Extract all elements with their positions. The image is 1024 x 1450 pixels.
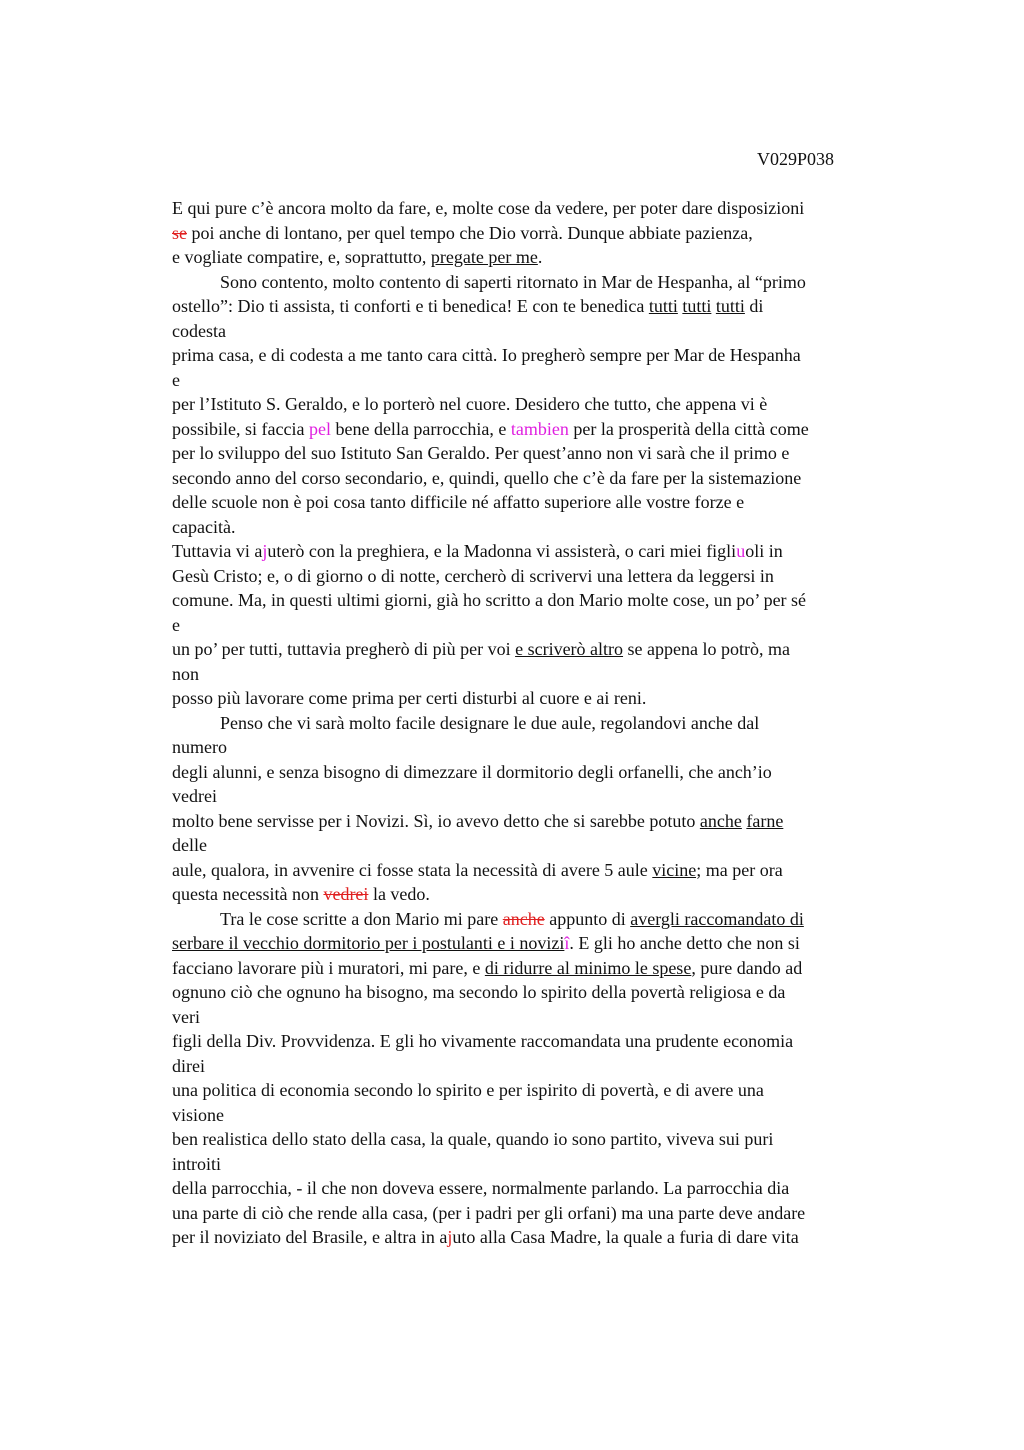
- text-segment: ostello”: Dio ti assista, ti conforti e ti benedica! E con te benedica: [172, 296, 649, 316]
- highlighted-text: î: [564, 933, 570, 953]
- text-line: [172, 735, 912, 760]
- text-line: [172, 319, 912, 344]
- text-line: [172, 662, 912, 687]
- text-segment: ben realistica dello stato della casa, la quale, quando io sono partito, viveva sui puri: [172, 1129, 774, 1149]
- text-line: [172, 1176, 912, 1201]
- underlined-text: vicine;: [652, 859, 702, 880]
- text-segment: se appena lo potrò, ma: [623, 639, 790, 659]
- text-line: [172, 809, 912, 834]
- text-line: [172, 539, 912, 564]
- text-line: [172, 760, 912, 785]
- text-line: [172, 515, 912, 540]
- text-line: [172, 956, 912, 981]
- text-line: [172, 907, 912, 932]
- text-line: [172, 931, 912, 956]
- text-segment: una politica di economia secondo lo spirito e per ispirito di povertà, e di avere una: [172, 1080, 764, 1100]
- text-segment: secondo anno del corso secondario, e, quindi, quello che c’è da fare per la sistemazione: [172, 467, 802, 488]
- text-segment: possibile, si faccia: [172, 418, 309, 439]
- text-segment: direi: [172, 1055, 205, 1076]
- text-segment: Tra le cose scritte a don Mario mi pare: [220, 908, 503, 929]
- text-segment: per lo sviluppo del suo Istituto San Geraldo. Per quest’anno non vi sarà che il primo e: [172, 443, 790, 463]
- text-line: [172, 858, 912, 883]
- text-line: [172, 833, 912, 858]
- underlined-text: farne: [746, 810, 784, 831]
- text-segment: codesta: [172, 320, 226, 341]
- highlighted-text: u: [736, 541, 746, 561]
- text-line: [172, 294, 912, 319]
- text-segment: figli della Div. Provvidenza. E gli ho vivamente raccomandata una prudente economia: [172, 1031, 794, 1051]
- struck-text: vedrei: [323, 884, 369, 904]
- text-segment: Penso che vi sarà molto facile designare le due aule, regolandovi anche dal: [220, 712, 760, 733]
- text-line: [172, 711, 912, 736]
- text-segment: posso più lavorare come prima per certi disturbi al cuore e ai reni.: [172, 688, 647, 708]
- text-segment: la vedo.: [368, 884, 430, 904]
- text-segment: capacità.: [172, 516, 236, 537]
- text-segment: Sono contento, molto contento di saperti ritornato in Mar de Hespanha, al “primo: [220, 271, 806, 292]
- text-segment: facciano lavorare più i muratori, mi pare, e: [172, 957, 485, 978]
- highlighted-text: tambien: [510, 418, 569, 439]
- text-line: [172, 1103, 912, 1128]
- text-segment: uto alla Casa Madre, la quale a furia di dare vita: [452, 1227, 799, 1247]
- text-line: [172, 343, 912, 368]
- text-line: [172, 392, 912, 417]
- text-line: [172, 1078, 912, 1103]
- underlined-text: pregate per me: [430, 247, 538, 267]
- text-segment: una parte di ciò che rende alla casa, (per i padri per gli orfani) ma una parte deve andare: [172, 1202, 806, 1223]
- text-line: [172, 980, 912, 1005]
- text-segment: comune. Ma, in questi ultimi giorni, già ho scritto a don Mario molte cose, un po’ per sé: [172, 590, 807, 610]
- text-line: [172, 1054, 912, 1079]
- text-line: [172, 637, 912, 662]
- text-segment: , pure dando ad: [691, 957, 803, 978]
- text-line: [172, 686, 912, 711]
- text-segment: di: [744, 296, 764, 316]
- text-line: [172, 221, 912, 246]
- highlighted-text: pel: [308, 418, 331, 439]
- text-segment: E qui pure c’è ancora molto da fare, e, molte cose da vedere, per poter dare disposizioni: [172, 198, 805, 218]
- text-segment: non: [172, 663, 199, 684]
- text-line: [172, 1225, 912, 1250]
- text-line: [172, 441, 912, 466]
- text-segment: . E gli ho anche detto che non si: [569, 933, 800, 953]
- text-segment: molto bene servisse per i Novizi. Sì, io avevo detto che si sarebbe potuto: [172, 810, 700, 831]
- underlined-text: tutti: [715, 296, 745, 316]
- text-line: [172, 196, 912, 221]
- text-segment: delle scuole non è poi cosa tanto difficile né affatto superiore alle vostre forze e: [172, 492, 745, 512]
- text-line: [172, 1029, 912, 1054]
- text-segment: e: [172, 614, 180, 635]
- text-segment: bene della parrocchia, e: [330, 418, 511, 439]
- text-segment: ognuno ciò che ognuno ha bisogno, ma secondo lo spirito della povertà religiosa e da: [172, 982, 786, 1002]
- text-segment: visione: [172, 1104, 224, 1125]
- page-id: V029P038: [757, 149, 835, 169]
- struck-text: anche: [502, 908, 545, 929]
- text-line: [172, 368, 912, 393]
- underlined-text: anche: [699, 810, 742, 831]
- text-segment: Tuttavia vi a: [172, 541, 263, 561]
- text-line: [172, 613, 912, 638]
- text-segment: uterò con la preghiera, e la Madonna vi assisterà, o cari miei figli: [267, 541, 737, 561]
- underlined-text: e scriverò altro: [515, 639, 624, 659]
- text-segment: e: [172, 369, 180, 390]
- text-line: [172, 1152, 912, 1177]
- text-segment: introiti: [172, 1153, 221, 1174]
- underlined-text: tutti: [648, 296, 678, 316]
- underlined-text: serbare il vecchio dormitorio per i postulanti e i novizi: [172, 933, 565, 953]
- text-line: [172, 1201, 912, 1226]
- text-segment: Gesù Cristo; e, o di giorno o di notte, cercherò di scrivervi una lettera da leggersi in: [172, 565, 774, 586]
- text-segment: degli alunni, e senza bisogno di dimezzare il dormitorio degli orfanelli, che anch’io: [172, 761, 772, 782]
- text-segment: per la prosperità della città come: [568, 418, 809, 439]
- text-line: [172, 270, 912, 295]
- highlighted-text: j: [262, 541, 268, 561]
- text-segment: appunto di: [544, 908, 631, 929]
- struck-text: se: [172, 222, 187, 243]
- text-line: [172, 417, 912, 442]
- text-segment: per l’Istituto S. Geraldo, e lo porterò nel cuore. Desidero che tutto, che appena vi è: [172, 394, 768, 414]
- text-line: [172, 490, 912, 515]
- text-segment: per il noviziato del Brasile, e altra in a: [172, 1227, 448, 1247]
- text-segment: delle: [172, 835, 207, 855]
- highlighted-text: j: [447, 1227, 453, 1247]
- text-segment: della parrocchia, - il che non doveva essere, normalmente parlando. La parrocchia dia: [172, 1178, 790, 1198]
- text-line: [172, 588, 912, 613]
- text-line: [172, 466, 912, 491]
- letter-body: [172, 196, 912, 1250]
- text-segment: e vogliate compatire, e, soprattutto,: [172, 247, 431, 267]
- text-segment: vedrei: [172, 786, 217, 806]
- text-segment: aule, qualora, in avvenire ci fosse stata la necessità di avere 5 aule: [172, 859, 653, 880]
- text-segment: oli in: [745, 541, 783, 561]
- text-segment: ma per ora: [701, 859, 783, 880]
- underlined-text: avergli raccomandato di: [630, 908, 804, 929]
- text-segment: prima casa, e di codesta a me tanto cara città. Io pregherò sempre per Mar de Hespanha: [172, 345, 801, 365]
- text-line: [172, 564, 912, 589]
- text-segment: numero: [172, 737, 227, 757]
- text-line: [172, 784, 912, 809]
- text-segment: poi anche di lontano, per quel tempo che Dio vorrà. Dunque abbiate pazienza,: [187, 222, 753, 243]
- text-line: [172, 1005, 912, 1030]
- text-line: [172, 245, 912, 270]
- text-segment: veri: [172, 1006, 200, 1027]
- underlined-text: di ridurre al minimo le spese: [484, 957, 692, 978]
- text-line: [172, 1127, 912, 1152]
- text-segment: un po’ per tutti, tuttavia pregherò di più per voi: [172, 639, 516, 659]
- text-segment: .: [537, 247, 543, 267]
- text-line: [172, 882, 912, 907]
- text-segment: questa necessità non: [172, 884, 324, 904]
- underlined-text: tutti: [682, 296, 712, 316]
